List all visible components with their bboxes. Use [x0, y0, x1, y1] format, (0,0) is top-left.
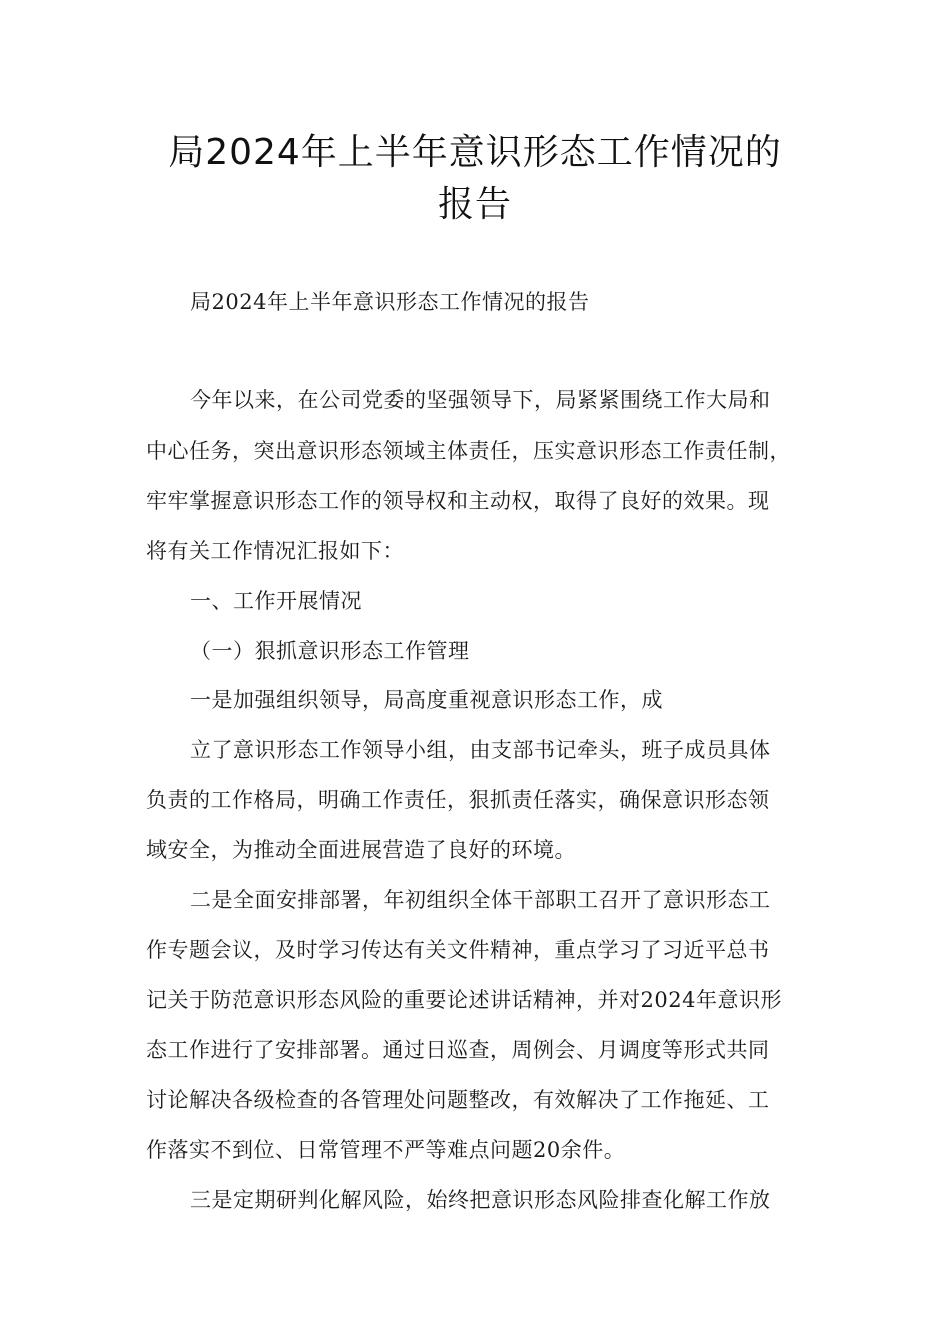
paragraph-line: 一是加强组织领导，局高度重视意识形态工作，成 [190, 688, 663, 712]
paragraph-line: 三是定期研判化解风险，始终把意识形态风险排查化解工作放 [190, 1188, 771, 1212]
paragraph-line: 作专题会议，及时学习传达有关文件精神，重点学习了习近平总书 [146, 938, 770, 962]
paragraph-line: 态工作进行了安排部署。通过日巡查，周例会、月调度等形式共同 [146, 1038, 770, 1062]
paragraph-line: 作落实不到位、日常管理不严等难点问题20余件。 [146, 1138, 626, 1162]
paragraph-line: 今年以来，在公司党委的坚强领导下，局紧紧围绕工作大局和 [190, 388, 771, 412]
paragraph-line: 记关于防范意识形态风险的重要论述讲话精神，并对2024年意识形 [146, 988, 782, 1012]
paragraph-line: 讨论解决各级检查的各管理处问题整改，有效解决了工作拖延、工 [146, 1088, 770, 1112]
subtitle-line: 局2024年上半年意识形态工作情况的报告 [190, 290, 590, 314]
paragraph-line: 二是全面安排部署，年初组织全体干部职工召开了意识形态工 [190, 888, 771, 912]
paragraph-line: 牢牢掌握意识形态工作的领导权和主动权，取得了良好的效果。现 [146, 489, 770, 513]
document-title-line-2: 报告 [437, 184, 512, 225]
paragraph-line: 域安全，为推动全面进展营造了良好的环境。 [146, 838, 576, 862]
paragraph-line: 负责的工作格局，明确工作责任，狠抓责任落实，确保意识形态领 [146, 788, 770, 812]
paragraph-line: 将有关工作情况汇报如下： [146, 539, 404, 563]
subsection-heading: （一）狠抓意识形态工作管理 [190, 639, 470, 663]
paragraph-line: 中心任务，突出意识形态领域主体责任，压实意识形态工作责任制， [146, 439, 791, 463]
paragraph-line: 立了意识形态工作领导小组，由支部书记牵头，班子成员具体 [190, 738, 771, 762]
document-title-line-1: 局2024年上半年意识形态工作情况的 [168, 132, 782, 173]
section-heading: 一、工作开展情况 [190, 589, 362, 613]
